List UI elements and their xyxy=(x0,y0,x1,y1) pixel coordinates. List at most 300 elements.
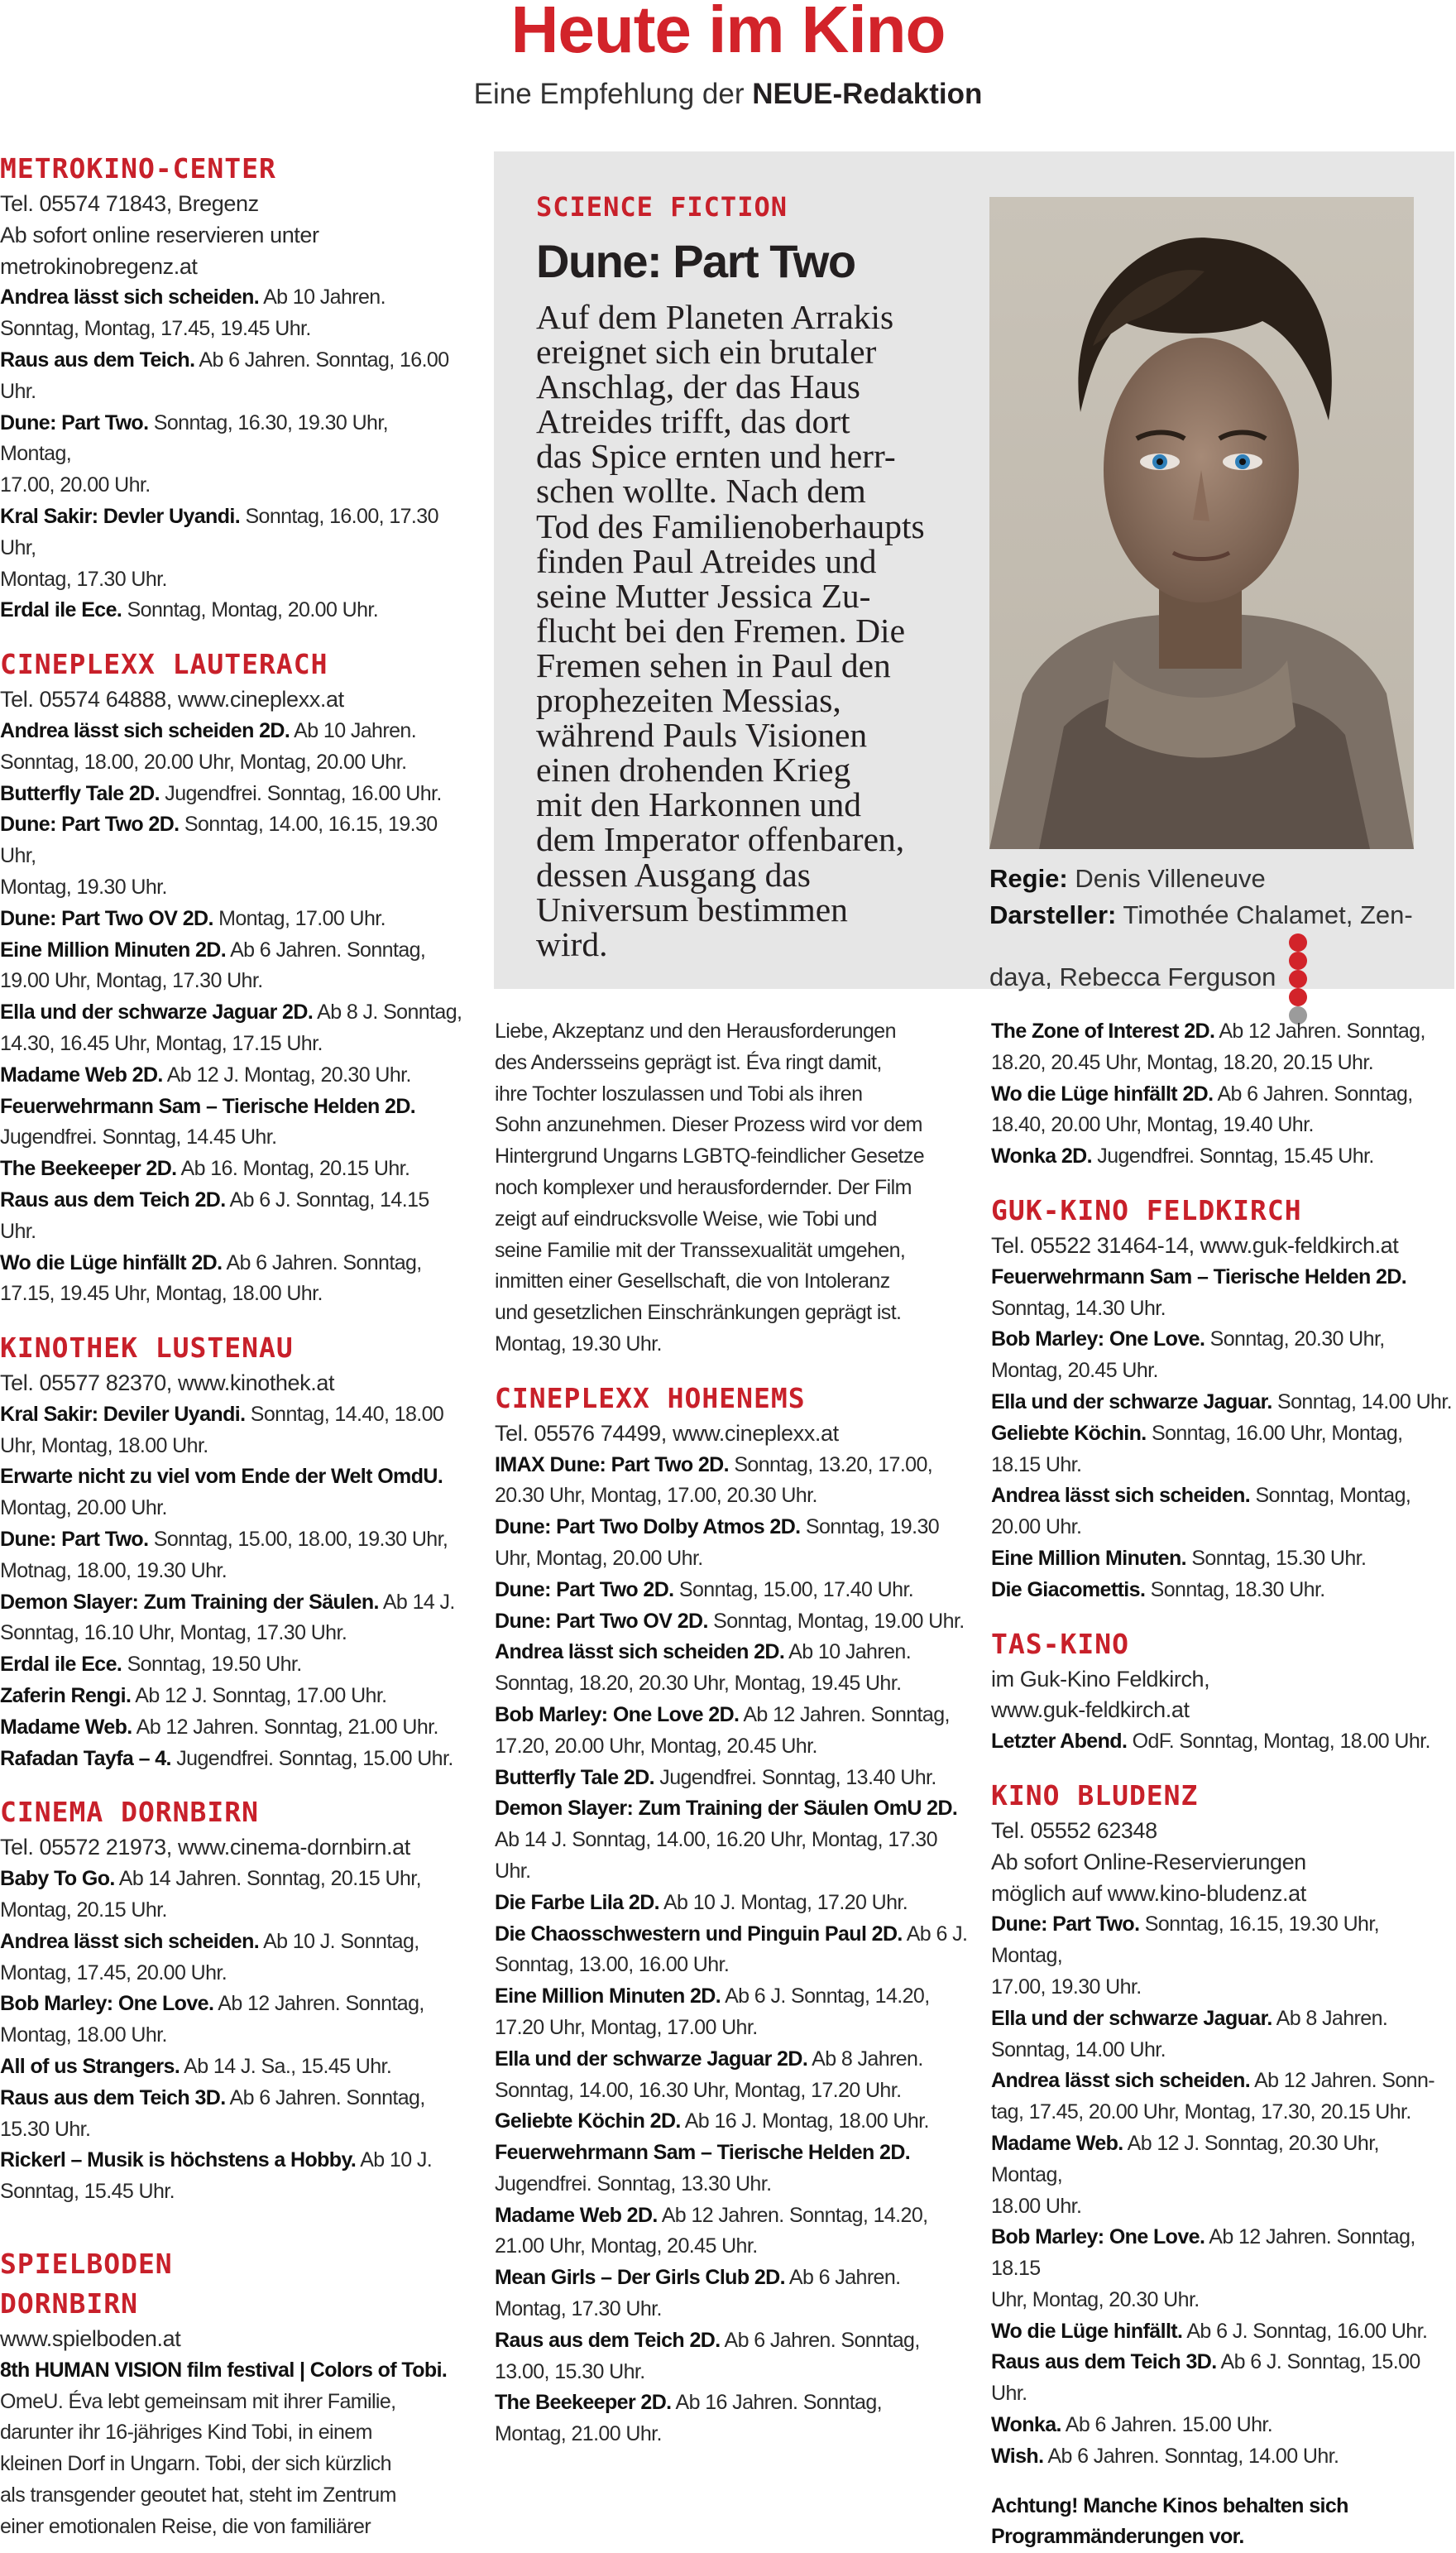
listing-line xyxy=(0,1649,463,1681)
showtime-text: Liebe, Akzeptanz und den Herausforderungen xyxy=(495,1020,896,1043)
listing-line xyxy=(991,1262,1454,1293)
listing-line xyxy=(0,2480,463,2512)
listing-line xyxy=(495,1079,975,1111)
listing-line xyxy=(991,1418,1454,1450)
showtime-text: 18.00 Uhr. xyxy=(991,2194,1082,2218)
movie-title: Dune: Part Two. xyxy=(0,410,149,434)
showtime-text: Ab 6 J. Sonntag, 14.15 Uhr. xyxy=(0,1188,429,1243)
movie-title: 8th HUMAN VISION film festival | Colors of Tobi. xyxy=(0,2358,448,2382)
movie-title: Erwarte nicht zu viel vom Ende der Welt OmdU. xyxy=(0,1465,443,1489)
showtime-text: noch komplexer und herausfordernder. Der Film xyxy=(495,1175,912,1199)
showtime-text: Ab 8 J. Sonntag, xyxy=(313,1001,462,1025)
showtime-text: Ab 12 Jahren. Sonntag, 18.15 xyxy=(991,2225,1415,2281)
section-spacer xyxy=(0,2226,463,2244)
listing-line xyxy=(0,2145,463,2176)
movie-title: Andrea lässt sich scheiden 2D. xyxy=(0,718,290,742)
listing-line xyxy=(495,1668,975,1700)
showtime-text: Ab 6 Jahren. Sonntag, xyxy=(225,2085,425,2109)
showtime-text: darunter ihr 16-jähriges Kind Tobi, in einem xyxy=(0,2421,372,2445)
movie-title: The Zone of Interest 2D. xyxy=(991,1020,1215,1043)
listing-line xyxy=(0,1744,463,1775)
showtime-text: einer emotionalen Reise, die von familiärer xyxy=(0,2514,371,2538)
listing-line xyxy=(0,1279,463,1310)
movie-title: Kral Sakir: Devler Uyandi. xyxy=(0,504,241,528)
cinema-info-line: Tel. 05574 64888, www.cineplexx.at xyxy=(0,687,344,713)
listing-line xyxy=(0,1185,463,1248)
showtime-text: Ab 14 J. xyxy=(378,1590,455,1614)
listing-line xyxy=(495,1141,975,1173)
movie-title: Die Giacomettis. xyxy=(991,1577,1146,1601)
movie-title: Andrea lässt sich scheiden 2D. xyxy=(495,1640,785,1664)
showtime-text: Ab 12 Jahren. Sonntag, 14.20, xyxy=(657,2203,928,2227)
listing-line xyxy=(495,1512,975,1543)
feature-description-line: schen wollte. Nach dem xyxy=(536,472,866,511)
showtime-text: des Andersseins geprägt ist. Éva ringt damit, xyxy=(495,1050,882,1074)
showtime-text: Hintergrund Ungarns LGBTQ-feindlicher Gesetze xyxy=(495,1145,925,1169)
listing-line xyxy=(991,2316,1454,2348)
showtime-text: Ab 16. Montag, 20.15 Uhr. xyxy=(176,1157,410,1181)
showtime-text: Sonntag, 14.30 Uhr. xyxy=(991,1296,1166,1320)
movie-title: Erdal ile Ece. xyxy=(0,1653,122,1677)
listing-line xyxy=(991,1079,1454,1111)
movie-title: Dune: Part Two. xyxy=(991,1912,1140,1936)
showtime-text: 20.30 Uhr, Montag, 17.00, 20.30 Uhr. xyxy=(495,1484,817,1508)
feature-description-line: wird. xyxy=(536,924,608,963)
listing-line xyxy=(495,1266,975,1298)
showtime-text: Montag, 20.45 Uhr. xyxy=(991,1359,1158,1383)
showtime-text: Jugendfrei. Sonntag, 15.00 Uhr. xyxy=(170,1746,453,1770)
feature-description-line: Atreides trifft, das dort xyxy=(536,402,850,441)
movie-title: Madame Web 2D. xyxy=(495,2203,658,2227)
listing-line xyxy=(991,2004,1454,2035)
showtime-text: Ab 6 Jahren. Sonntag, xyxy=(1213,1082,1413,1106)
listing-line xyxy=(0,1989,463,2020)
showtime-text: Jugendfrei. Sonntag, 13.40 Uhr. xyxy=(654,1765,936,1789)
feature-description-line: Fremen sehen in Paul den xyxy=(536,645,891,684)
listing-line xyxy=(991,2441,1454,2473)
listing-line xyxy=(991,1972,1454,2004)
movie-title: Baby To Go. xyxy=(0,1867,115,1891)
showtime-text: Montag, 17.30 Uhr. xyxy=(495,2297,662,2321)
cinema-info-line: Tel. 05522 31464-14, www.guk-feldkirch.at xyxy=(991,1232,1399,1258)
showtime-text: Sohn anzunehmen. Dieser Prozess wird vor dem xyxy=(495,1113,922,1137)
listing-line xyxy=(495,2325,975,2357)
showtime-text: Montag, 21.00 Uhr. xyxy=(495,2422,662,2446)
listing-line xyxy=(495,1763,975,1794)
listing-line xyxy=(0,1399,463,1431)
showtime-text: Uhr, Montag, 20.00 Uhr. xyxy=(495,1546,703,1570)
movie-title: Demon Slayer: Zum Training der Säulen. xyxy=(0,1590,379,1614)
cast-label: Darsteller: xyxy=(989,900,1117,929)
listing-line xyxy=(0,872,463,904)
listing-line xyxy=(495,2231,975,2263)
listing-line xyxy=(991,1016,1454,1048)
listing-line xyxy=(495,2106,975,2138)
listing-line xyxy=(495,1298,975,1329)
listing-line xyxy=(495,1637,975,1668)
rating-dot-filled xyxy=(1289,988,1307,1006)
listing-line xyxy=(991,1726,1454,1758)
director-label: Regie: xyxy=(989,864,1068,893)
listing-line xyxy=(0,1864,463,1895)
cast-names-1: Timothée Chalamet, Zen- xyxy=(1116,900,1413,929)
listing-line xyxy=(991,2285,1454,2316)
showtime-text: 21.00 Uhr, Montag, 20.45 Uhr. xyxy=(495,2234,758,2258)
showtime-text: Ab 8 Jahren. xyxy=(1272,2006,1388,2030)
listing-line xyxy=(0,2512,463,2543)
movie-title: Raus aus dem Teich 2D. xyxy=(495,2328,721,2352)
movie-title: Erdal ile Ece. xyxy=(0,598,122,622)
movie-title: Geliebte Köchin. xyxy=(991,1421,1147,1445)
showtime-text: Ab 14 Jahren. Sonntag, 20.15 Uhr, xyxy=(114,1867,421,1891)
listing-line xyxy=(0,2114,463,2146)
cinema-heading-cinema-dornbirn: CINEMA DORNBIRN xyxy=(0,1796,260,1829)
feature-description-line: Anschlag, der das Haus xyxy=(536,367,860,406)
showtime-text: 20.00 Uhr. xyxy=(991,1515,1082,1539)
movie-title: Demon Slayer: Zum Training der Säulen OmU 2D. xyxy=(495,1797,958,1821)
listing-line xyxy=(495,2013,975,2044)
movie-title: Dune: Part Two. xyxy=(0,1528,149,1552)
cinema-info-line: Tel. 05552 62348 xyxy=(991,1817,1157,1843)
movie-title: Andrea lässt sich scheiden. xyxy=(991,2069,1251,2093)
showtime-text: Sonntag, 16.15, 19.30 Uhr, Montag, xyxy=(991,1912,1380,1968)
listing-line xyxy=(0,501,463,564)
listing-line xyxy=(495,1606,975,1638)
cinema-heading-guk-kino-feldkirch: GUK-KINO FELDKIRCH xyxy=(991,1193,1302,1226)
movie-title: Bob Marley: One Love. xyxy=(991,1327,1205,1351)
listing-line xyxy=(495,2419,975,2450)
feature-description-line: einen drohenden Krieg xyxy=(536,751,851,789)
showtime-text: 18.40, 20.00 Uhr, Montag, 19.40 Uhr. xyxy=(991,1113,1314,1137)
section-spacer xyxy=(0,1310,463,1328)
listing-line xyxy=(0,1958,463,1989)
movie-title: Butterfly Tale 2D. xyxy=(0,781,160,805)
listing-line xyxy=(991,2222,1454,2285)
showtime-text: Ab 10 J. xyxy=(356,2148,433,2172)
movie-title: Dune: Part Two Dolby Atmos 2D. xyxy=(495,1515,801,1539)
listing-line xyxy=(495,2076,975,2107)
showtime-text: 17.00, 19.30 Uhr. xyxy=(991,1975,1142,1999)
movie-title: Feuerwehrmann Sam – Tierische Helden 2D. xyxy=(495,2141,911,2165)
showtime-text: kleinen Dorf in Ungarn. Tobi, der sich kürzlich xyxy=(0,2452,391,2476)
showtime-text: Jugendfrei. Sonntag, 16.00 Uhr. xyxy=(159,781,442,805)
showtime-text: Sonntag, 15.45 Uhr. xyxy=(0,2180,175,2204)
listing-line xyxy=(0,2020,463,2052)
showtime-text: Ab 8 Jahren. xyxy=(807,2047,923,2071)
movie-title: Raus aus dem Teich 3D. xyxy=(0,2085,226,2109)
listing-line xyxy=(0,1587,463,1619)
showtime-text: 17.20, 20.00 Uhr, Montag, 20.45 Uhr. xyxy=(495,1734,817,1758)
showtime-text: Ab 12 J. Sonntag, 17.00 Uhr. xyxy=(131,1684,387,1708)
listing-line xyxy=(0,779,463,810)
showtime-text: Sonntag, 14.00 Uhr. xyxy=(991,2037,1166,2061)
listing-line xyxy=(0,2387,463,2418)
feature-genre: SCIENCE FICTION xyxy=(536,191,788,223)
listing-line xyxy=(0,2176,463,2208)
listing-line xyxy=(0,716,463,747)
showtime-text: Sonntag, 16.30, 19.30 Uhr, Montag, xyxy=(0,410,389,466)
cinema-info-line: Ab sofort Online-Reservierungen xyxy=(991,1849,1306,1874)
listing-line xyxy=(0,2355,463,2387)
showtime-text: Montag, 20.15 Uhr. xyxy=(0,1898,167,1922)
showtime-text: Sonntag, 15.30 Uhr. xyxy=(1186,1546,1367,1570)
rating-dot-filled xyxy=(1289,933,1307,952)
movie-title: Wonka. xyxy=(991,2413,1061,2437)
movie-title: Wo die Lüge hinfällt 2D. xyxy=(0,1250,223,1274)
listing-line xyxy=(495,1981,975,2013)
listing-line xyxy=(0,935,463,967)
movie-title: Dune: Part Two 2D. xyxy=(0,813,180,837)
showtime-text: Uhr, Montag, 20.30 Uhr. xyxy=(991,2287,1200,2311)
showtime-text: Ab 6 Jahren. xyxy=(784,2266,901,2290)
listing-line xyxy=(0,997,463,1029)
listing-line xyxy=(991,2066,1454,2097)
listing-line xyxy=(991,1909,1454,1972)
movie-title: Achtung! Manche Kinos behalten sich xyxy=(991,2493,1348,2517)
listing-line xyxy=(991,1356,1454,1387)
section-spacer xyxy=(991,1173,1454,1191)
listing-line xyxy=(991,1512,1454,1543)
listing-line xyxy=(0,377,463,408)
showtime-text: 17.00, 20.00 Uhr. xyxy=(0,473,151,497)
listing-line xyxy=(991,2491,1454,2522)
listing-line xyxy=(495,1543,975,1575)
showtime-text: Jugendfrei. Sonntag, 15.45 Uhr. xyxy=(1091,1145,1374,1169)
movie-still-photo xyxy=(989,197,1414,849)
showtime-text: Sonntag, 19.30 xyxy=(800,1515,940,1539)
movie-title: Raus aus dem Teich. xyxy=(0,348,195,372)
listing-line xyxy=(991,2191,1454,2223)
feature-description-line: flucht bei den Fremen. Die xyxy=(536,611,905,650)
cinema-info-line: im Guk-Kino Feldkirch, xyxy=(991,1666,1210,1692)
showtime-text: Ab 12 Jahren. Sonntag, xyxy=(213,1992,424,2016)
showtime-text: Ab 6 Jahren. Sonntag, 14.00 Uhr. xyxy=(1043,2444,1339,2468)
feature-description-line: Tod des Familienoberhaupts xyxy=(536,506,925,545)
showtime-text: Sonntag, 16.00, 17.30 Uhr, xyxy=(0,504,438,559)
showtime-text: Jugendfrei. Sonntag, 14.45 Uhr. xyxy=(0,1125,277,1149)
showtime-text: Ab 10 Jahren. xyxy=(290,718,417,742)
listing-line xyxy=(0,1248,463,1279)
showtime-text: Jugendfrei. Sonntag, 13.30 Uhr. xyxy=(495,2171,772,2195)
cinema-info-line: Ab sofort online reservieren unter xyxy=(0,222,319,247)
showtime-text: zeigt auf eindrucksvolle Weise, wie Tobi und xyxy=(495,1207,877,1231)
listing-line xyxy=(495,1575,975,1606)
listing-line xyxy=(0,1122,463,1154)
showtime-text: 18.20, 20.45 Uhr, Montag, 18.20, 20.15 Uhr. xyxy=(991,1050,1374,1074)
section-spacer xyxy=(0,1774,463,1792)
listing-line xyxy=(0,1493,463,1524)
movie-title: Eine Million Minuten. xyxy=(991,1546,1186,1570)
listing-line xyxy=(991,1480,1454,1512)
movie-title: All of us Strangers. xyxy=(0,2055,180,2079)
showtime-text: 14.30, 16.45 Uhr, Montag, 17.15 Uhr. xyxy=(0,1031,323,1055)
cast-line-2 xyxy=(989,933,1413,1025)
movie-title: Wish. xyxy=(991,2444,1044,2468)
right-listings-column xyxy=(991,1016,1454,2553)
showtime-text: 19.00 Uhr, Montag, 17.30 Uhr. xyxy=(0,969,263,993)
cast-names-2: daya, Rebecca Ferguson xyxy=(989,962,1276,992)
showtime-text: Sonntag, 14.00, 16.30 Uhr, Montag, 17.20 Uhr. xyxy=(495,2078,902,2102)
listing-line xyxy=(0,2449,463,2480)
movie-title: Ella und der schwarze Jaguar. xyxy=(991,2006,1272,2030)
listing-line xyxy=(0,1927,463,1958)
showtime-text: Ab 6 Jahren. Sonntag, xyxy=(720,2328,920,2352)
listing-line xyxy=(495,2387,975,2419)
movie-title: Bob Marley: One Love. xyxy=(991,2225,1205,2249)
listing-line xyxy=(495,1731,975,1763)
section-spacer xyxy=(0,626,463,645)
feature-description-line: dessen Ausgang das xyxy=(536,855,811,894)
showtime-text: Sonntag, Montag, 17.45, 19.45 Uhr. xyxy=(0,317,311,341)
listing-line xyxy=(495,1236,975,1267)
director-line xyxy=(989,861,1413,897)
feature-title: Dune: Part Two xyxy=(536,235,855,287)
left-listings-column xyxy=(0,149,463,2543)
showtime-text: Montag, 19.30 Uhr. xyxy=(0,875,167,899)
showtime-text: Ab 12 Jahren. Sonn- xyxy=(1250,2069,1434,2093)
movie-title: Rickerl – Musik is höchstens a Hobby. xyxy=(0,2148,357,2172)
listing-line xyxy=(991,2128,1454,2191)
movie-title: Dune: Part Two OV 2D. xyxy=(0,906,213,930)
listing-line xyxy=(495,1329,975,1360)
movie-title: Madame Web. xyxy=(991,2131,1123,2155)
showtime-text: Uhr, Montag, 18.00 Uhr. xyxy=(0,1433,208,1457)
listing-line xyxy=(495,2138,975,2169)
listing-line xyxy=(495,1825,975,1888)
cinema-heading-tas-kino: TAS-KINO xyxy=(991,1627,1129,1660)
movie-title: Mean Girls – Der Girls Club 2D. xyxy=(495,2266,785,2290)
middle-listings-column xyxy=(495,1016,975,2450)
showtime-text: Ab 14 J. Sonntag, 14.00, 16.20 Uhr, Montag, 17.30 Uhr. xyxy=(495,1828,937,1883)
listing-line xyxy=(991,1324,1454,1356)
movie-title: Die Farbe Lila 2D. xyxy=(495,1890,659,1914)
listing-line xyxy=(495,2294,975,2325)
cinema-info-line: www.guk-feldkirch.at xyxy=(991,1697,1190,1723)
feature-description-line: ereignet sich ein brutaler xyxy=(536,333,877,372)
listing-line xyxy=(495,1793,975,1825)
subtitle-brand: NEUE-Redaktion xyxy=(752,78,983,110)
listing-line xyxy=(0,1618,463,1649)
showtime-text: Ab 12 Jahren. Sonntag, 21.00 Uhr. xyxy=(132,1715,438,1739)
movie-title: Zaferin Rengi. xyxy=(0,1684,132,1708)
listing-line xyxy=(991,1450,1454,1481)
movie-title: Dune: Part Two 2D. xyxy=(495,1577,674,1601)
listing-line xyxy=(495,1450,975,1481)
showtime-text: Sonntag, 15.00, 18.00, 19.30 Uhr, xyxy=(148,1528,448,1552)
showtime-text: Sonntag, 13.20, 17.00, xyxy=(728,1452,933,1476)
showtime-text: Ab 12 J. Montag, 20.30 Uhr. xyxy=(162,1063,411,1087)
movie-title: Wonka 2D. xyxy=(991,1145,1092,1169)
showtime-text: Sonntag, 15.00, 17.40 Uhr. xyxy=(673,1577,914,1601)
listing-line xyxy=(0,1712,463,1744)
listing-line xyxy=(0,1154,463,1185)
showtime-text: Sonntag, 18.00, 20.00 Uhr, Montag, 20.00 Uhr. xyxy=(0,750,407,774)
showtime-text: Sonntag, 14.40, 18.00 xyxy=(245,1402,444,1426)
showtime-text: und gesetzlichen Einschränkungen geprägt ist. xyxy=(495,1301,902,1325)
showtime-text: Sonntag, 14.00 Uhr. xyxy=(1272,1389,1453,1413)
showtime-text: Ab 10 Jahren. xyxy=(784,1640,912,1664)
cinema-heading-spielboden: SPIELBODEN xyxy=(0,2248,173,2281)
listing-line xyxy=(991,2347,1454,2410)
showtime-text: Sonntag, Montag, 19.00 Uhr. xyxy=(707,1609,965,1633)
showtime-text: Sonntag, Montag, xyxy=(1250,1484,1411,1508)
showtime-text: Ab 12 Jahren. Sonntag, xyxy=(1214,1020,1425,1043)
listing-line xyxy=(991,1048,1454,1079)
showtime-text: Ab 10 J. Sonntag, xyxy=(259,1929,419,1953)
showtime-text: Sonntag, 18.30 Uhr. xyxy=(1145,1577,1325,1601)
listing-line xyxy=(991,1141,1454,1173)
showtime-text: Ab 6 Jahren. Sonntag, 16.00 xyxy=(194,348,449,372)
movie-title: Ella und der schwarze Jaguar 2D. xyxy=(0,1001,314,1025)
listing-line xyxy=(0,282,463,314)
listing-line xyxy=(0,747,463,779)
listing-line xyxy=(0,1461,463,1493)
listing-line xyxy=(991,2410,1454,2441)
listing-line xyxy=(0,1060,463,1092)
listing-line xyxy=(0,314,463,345)
cinema-heading-cineplexx-lauterach: CINEPLEXX LAUTERACH xyxy=(0,648,328,681)
movie-title: Eine Million Minuten 2D. xyxy=(0,938,227,962)
listing-line xyxy=(991,1387,1454,1418)
listing-line xyxy=(991,2035,1454,2066)
feature-description-line: Universum bestimmen xyxy=(536,890,848,929)
feature-description-line: finden Paul Atreides und xyxy=(536,541,877,580)
movie-title: Letzter Abend. xyxy=(991,1730,1128,1754)
showtime-text: Montag, 18.00 Uhr. xyxy=(0,2023,167,2047)
showtime-text: 17.20 Uhr, Montag, 17.00 Uhr. xyxy=(495,2015,758,2039)
listing-line xyxy=(0,1431,463,1462)
showtime-text: Ab 6 Jahren. 15.00 Uhr. xyxy=(1061,2413,1273,2437)
listing-line xyxy=(991,1110,1454,1141)
movie-title: Butterfly Tale 2D. xyxy=(495,1765,654,1789)
showtime-text: als transgender geoutet hat, steht im Zentrum xyxy=(0,2483,396,2507)
listing-line xyxy=(991,1575,1454,1606)
section-spacer xyxy=(991,1606,1454,1624)
cinema-heading-dornbirn: DORNBIRN xyxy=(0,2287,138,2320)
listing-line xyxy=(991,1543,1454,1575)
showtime-text: 15.30 Uhr. xyxy=(0,2117,91,2141)
cinema-info-line: Tel. 05572 21973, www.cinema-dornbirn.at xyxy=(0,1835,410,1860)
director-name: Denis Villeneuve xyxy=(1067,864,1266,893)
listing-line xyxy=(495,1173,975,1204)
listing-line xyxy=(0,2417,463,2449)
movie-title: The Beekeeper 2D. xyxy=(0,1157,177,1181)
movie-title: Andrea lässt sich scheiden. xyxy=(991,1484,1251,1508)
rating-dots xyxy=(1289,933,1311,1025)
listing-line xyxy=(991,1293,1454,1325)
showtime-text: tag, 17.45, 20.00 Uhr, Montag, 17.30, 20.15 Uhr. xyxy=(991,2100,1411,2124)
showtime-text: Ab 12 Jahren. Sonntag, xyxy=(739,1702,950,1726)
section-spacer xyxy=(495,1360,975,1379)
listing-line xyxy=(0,345,463,377)
movie-title: Geliebte Köchin 2D. xyxy=(495,2109,681,2133)
showtime-text: 17.15, 19.45 Uhr, Montag, 18.00 Uhr. xyxy=(0,1282,323,1306)
cinema-heading-cineplexx-hohenems: CINEPLEXX HOHENEMS xyxy=(495,1381,806,1414)
feature-description-line: das Spice ernten und herr- xyxy=(536,437,896,476)
feature-description-line: während Pauls Visionen xyxy=(536,716,868,755)
movie-title: Madame Web 2D. xyxy=(0,1063,163,1087)
feature-description-line: seine Mutter Jessica Zu- xyxy=(536,576,871,615)
feature-description-line: Auf dem Planeten Arrakis xyxy=(536,298,894,336)
showtime-text: Sonntag, 18.20, 20.30 Uhr, Montag, 19.45 Uhr. xyxy=(495,1672,902,1696)
page-title: Heute im Kino xyxy=(510,0,946,66)
feature-description-line: prophezeiten Messias, xyxy=(536,681,841,720)
listing-line xyxy=(0,1895,463,1927)
showtime-text: Sonntag, 20.30 Uhr, xyxy=(1205,1327,1385,1351)
listing-line xyxy=(495,1016,975,1048)
listing-line xyxy=(0,1524,463,1556)
movie-title: IMAX Dune: Part Two 2D. xyxy=(495,1452,729,1476)
